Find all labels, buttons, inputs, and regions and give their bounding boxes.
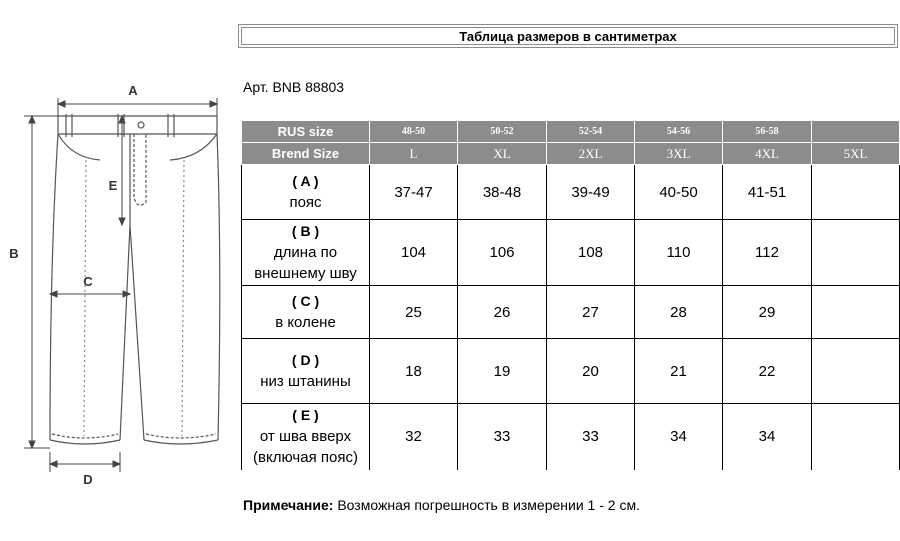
- value-cell: 112: [723, 220, 812, 286]
- value-cell: 38-48: [458, 165, 547, 220]
- rus-size-row: [242, 121, 900, 143]
- param-label: пояс: [289, 194, 322, 211]
- param-code: ( C ): [291, 293, 320, 309]
- value-cell: [812, 220, 900, 286]
- value-cell: 41-51: [723, 165, 812, 220]
- param-cell: [242, 220, 370, 286]
- brand-size: 5XL: [812, 143, 900, 165]
- note: [243, 497, 640, 513]
- rus-size: 54-56: [635, 121, 723, 143]
- brand-size-row: [242, 143, 900, 165]
- note-text: Возможная погрешность в измерении 1 - 2 см.: [333, 497, 640, 513]
- brand-size: L: [370, 143, 458, 165]
- jeans-diagram: [0, 75, 230, 495]
- brand-size: XL: [458, 143, 547, 165]
- table-row: [242, 404, 900, 470]
- param-label: длина по внешнему шву: [254, 244, 357, 282]
- rus-size: 50-52: [458, 121, 547, 143]
- value-cell: 34: [635, 404, 723, 470]
- page-title: Таблица размеров в сантиметрах: [241, 27, 895, 45]
- value-cell: 18: [370, 339, 458, 404]
- value-cell: 29: [723, 286, 812, 339]
- value-cell: 33: [547, 404, 635, 470]
- note-prefix: Примечание:: [243, 497, 334, 513]
- brand-size: 2XL: [547, 143, 635, 165]
- value-cell: 27: [547, 286, 635, 339]
- value-cell: 32: [370, 404, 458, 470]
- label-e: E: [108, 178, 118, 193]
- value-cell: 39-49: [547, 165, 635, 220]
- value-cell: 19: [458, 339, 547, 404]
- value-cell: 26: [458, 286, 547, 339]
- value-cell: [812, 165, 900, 220]
- size-table: [241, 120, 900, 470]
- param-code: ( B ): [291, 223, 320, 239]
- rus-size: 52-54: [547, 121, 635, 143]
- value-cell: [812, 339, 900, 404]
- brand-size-label: Brend Size: [242, 143, 370, 165]
- label-a: A: [128, 83, 138, 98]
- param-label: от шва вверх (включая пояс): [253, 428, 358, 467]
- value-cell: [812, 286, 900, 339]
- value-cell: 40-50: [635, 165, 723, 220]
- table-row: [242, 165, 900, 220]
- param-cell: [242, 404, 370, 470]
- value-cell: 108: [547, 220, 635, 286]
- param-cell: [242, 286, 370, 339]
- value-cell: 33: [458, 404, 547, 470]
- value-cell: 25: [370, 286, 458, 339]
- value-cell: 28: [635, 286, 723, 339]
- param-code: ( D ): [291, 352, 320, 368]
- rus-size: [812, 121, 900, 143]
- value-cell: 34: [723, 404, 812, 470]
- value-cell: 110: [635, 220, 723, 286]
- value-cell: 20: [547, 339, 635, 404]
- value-cell: 106: [458, 220, 547, 286]
- table-row: [242, 339, 900, 404]
- value-cell: 22: [723, 339, 812, 404]
- article-number: Арт. BNB 88803: [243, 79, 345, 95]
- value-cell: 21: [635, 339, 723, 404]
- brand-size: 3XL: [635, 143, 723, 165]
- value-cell: 37-47: [370, 165, 458, 220]
- label-c: C: [83, 274, 93, 289]
- table-row: [242, 220, 900, 286]
- param-label: низ штанины: [260, 373, 351, 390]
- param-code: ( A ): [292, 173, 319, 189]
- param-cell: [242, 165, 370, 220]
- param-code: ( E ): [292, 407, 319, 424]
- value-cell: [812, 404, 900, 470]
- table-row: [242, 286, 900, 339]
- label-d: D: [83, 472, 93, 487]
- rus-size-label: RUS size: [242, 121, 370, 143]
- param-label: в колене: [275, 314, 336, 331]
- param-cell: [242, 339, 370, 404]
- value-cell: 104: [370, 220, 458, 286]
- title-box: [238, 24, 898, 48]
- brand-size: 4XL: [723, 143, 812, 165]
- label-b: B: [9, 246, 19, 261]
- rus-size: 56-58: [723, 121, 812, 143]
- rus-size: 48-50: [370, 121, 458, 143]
